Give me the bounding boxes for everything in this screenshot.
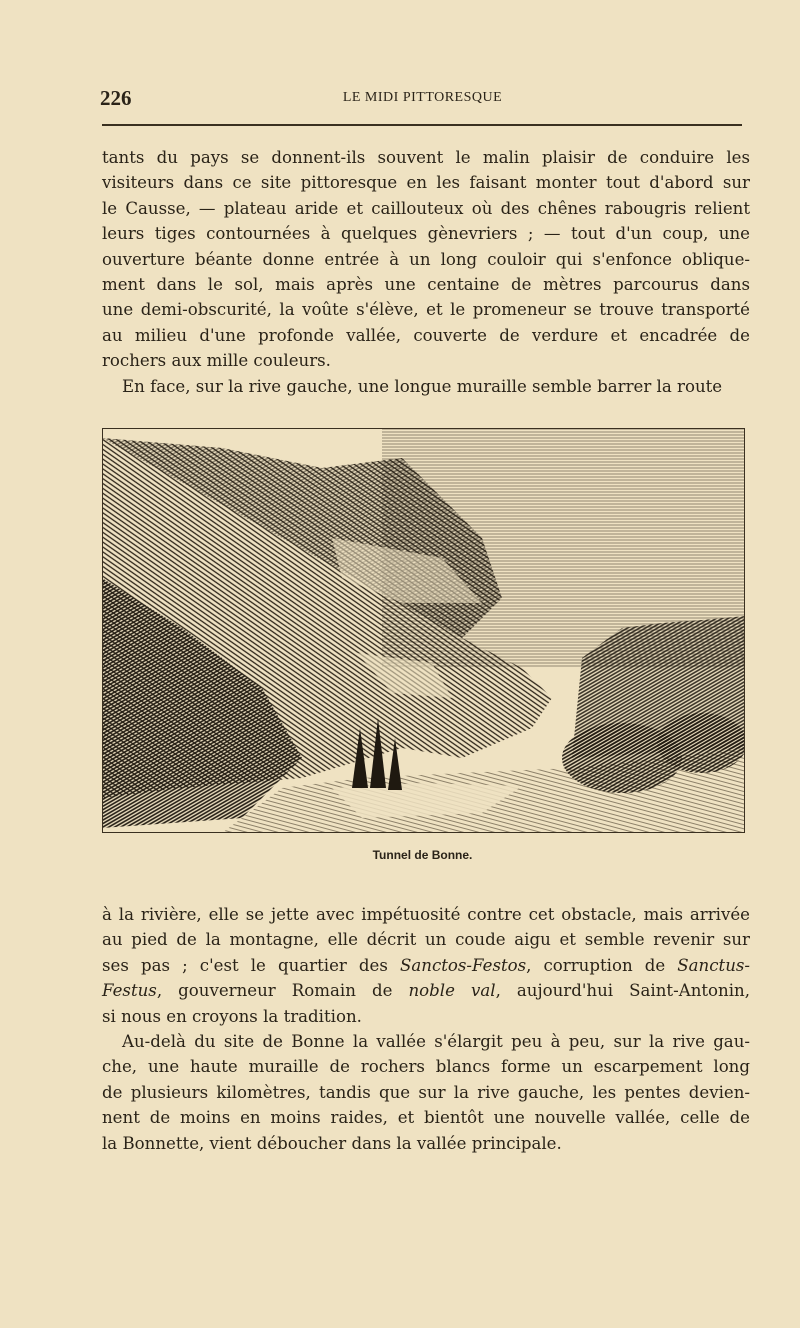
text-line: le Causse, — plateau aride et caillouteux où des chênes rabougris relient bbox=[102, 198, 750, 218]
text-line: ment dans le sol, mais après une centaine de mètres parcourus dans bbox=[102, 275, 750, 295]
text-run: , gouverneur Romain de bbox=[156, 981, 409, 1001]
text-line: Au-delà du site de Bonne la vallée s'élargit peu à peu, sur la rive gau- bbox=[122, 1032, 750, 1052]
text-line: visiteurs dans ce site pittoresque en les faisant monter tout d'abord sur bbox=[102, 173, 750, 193]
text-line: au milieu d'une profonde vallée, couverte de verdure et encadrée de bbox=[102, 325, 750, 345]
bottom-paragraph bbox=[102, 902, 750, 1156]
tunnel-de-bonne-engraving bbox=[102, 428, 745, 833]
italic-term: Festus bbox=[102, 981, 157, 1001]
text-line: nent de moins en moins raides, et bientôt une nouvelle vallée, celle de bbox=[102, 1108, 750, 1128]
header-rule bbox=[102, 124, 742, 126]
text-line: leurs tiges contournées à quelques gènevriers ; — tout d'un coup, une bbox=[102, 224, 750, 244]
top-paragraph bbox=[102, 145, 750, 399]
text-line: à la rivière, elle se jette avec impétuosité contre cet obstacle, mais arrivée bbox=[102, 905, 750, 924]
text-line-with-italics bbox=[102, 978, 750, 1003]
italic-term: Sanctos-Festos bbox=[400, 955, 527, 975]
text-line: tants du pays se donnent-ils souvent le malin plaisir de conduire les bbox=[102, 148, 750, 167]
engraving-illustration bbox=[102, 428, 745, 833]
text-line: de plusieurs kilomètres, tandis que sur la rive gauche, les pentes devien- bbox=[102, 1082, 750, 1102]
text-line: si nous en croyons la tradition. bbox=[102, 1006, 362, 1026]
text-line: la Bonnette, vient déboucher dans la vallée principale. bbox=[102, 1133, 562, 1153]
page-header bbox=[100, 86, 745, 114]
text-line: ouverture béante donne entrée à un long couloir qui s'enfonce oblique- bbox=[102, 249, 750, 269]
italic-term: Sanctus- bbox=[677, 955, 751, 975]
text-line-with-italics bbox=[102, 953, 750, 978]
text-line: au pied de la montagne, elle décrit un coude aigu et semble revenir sur bbox=[102, 930, 750, 950]
running-head: LE MIDI PITTORESQUE bbox=[342, 90, 503, 105]
text-line: rochers aux mille couleurs. bbox=[102, 351, 331, 371]
text-line: En face, sur la rive gauche, une longue muraille semble barrer la route bbox=[122, 376, 723, 396]
text-line: une demi-obscurité, la voûte s'élève, et le promeneur se trouve transporté bbox=[102, 300, 750, 320]
page-number: 226 bbox=[100, 86, 132, 110]
figure-caption: Tunnel de Bonne. bbox=[372, 848, 473, 862]
text-run: , aujourd'hui Saint-Antonin, bbox=[495, 981, 750, 1001]
text-run: , corruption de bbox=[526, 955, 678, 975]
text-line: che, une haute muraille de rochers blancs forme un escarpement long bbox=[102, 1057, 750, 1077]
text-run: ses pas ; c'est le quartier des bbox=[102, 955, 400, 975]
italic-term: noble val bbox=[408, 981, 496, 1001]
